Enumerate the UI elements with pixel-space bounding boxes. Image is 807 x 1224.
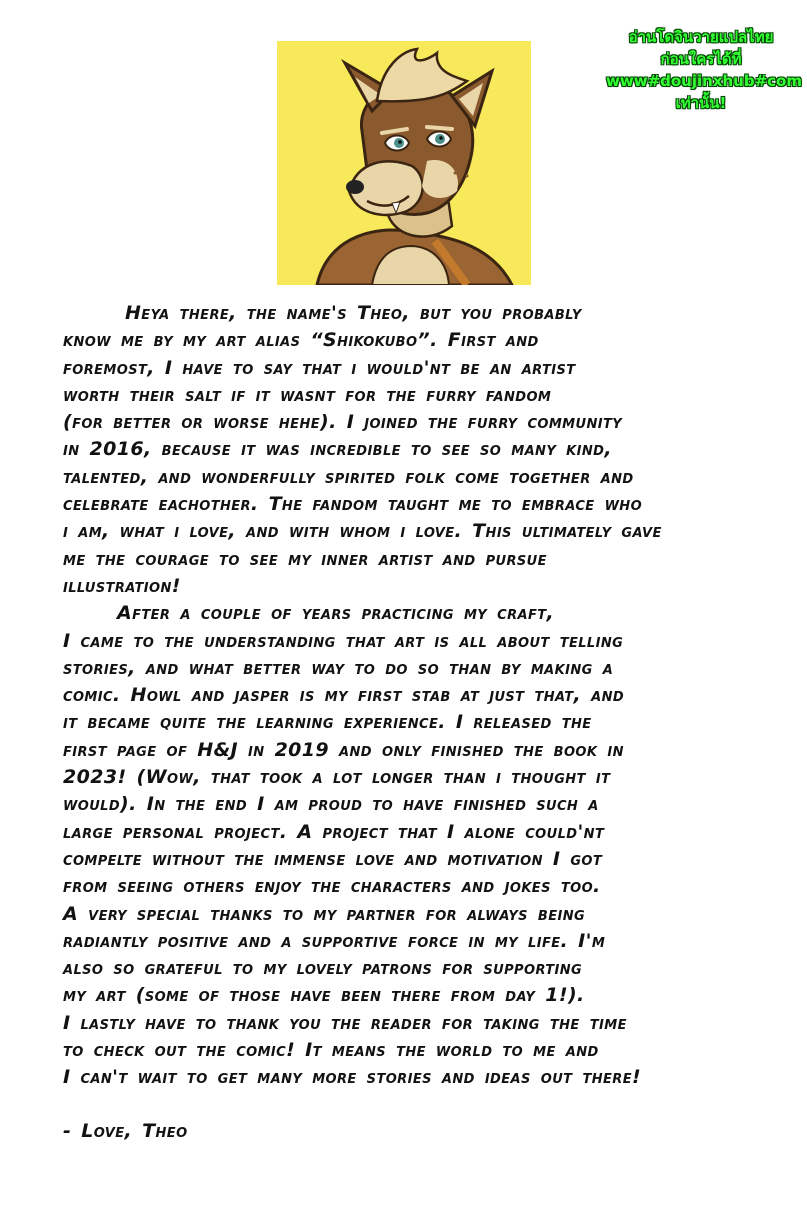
author-portrait bbox=[277, 41, 531, 285]
letter-line: know me by my art alias “Shikokubo”. First and bbox=[63, 329, 539, 352]
letter-line: I lastly have to thank you the reader for taking the time bbox=[63, 1011, 627, 1034]
letter-line: first page of H&J in 2019 and only finished the book in bbox=[63, 738, 624, 761]
watermark-line: อ่านโดจินวายแปลไทย bbox=[628, 28, 774, 46]
letter-line: to check out the comic! It means the world to me and bbox=[63, 1039, 599, 1062]
letter-line: foremost, I have to say that i would'nt be an artist bbox=[63, 356, 576, 379]
canine-avatar-illustration bbox=[277, 41, 531, 285]
letter-line: compelte without the immense love and motivation I got bbox=[63, 847, 603, 870]
letter-line: I can't wait to get many more stories and ideas out there! bbox=[63, 1066, 642, 1089]
letter-line: illustration! bbox=[63, 574, 181, 597]
letter-line: also so grateful to my lovely patrons for supporting bbox=[63, 957, 583, 980]
letter-line: it became quite the learning experience. I released the bbox=[63, 711, 592, 734]
letter-line: would). In the end I am proud to have finished such a bbox=[63, 793, 599, 816]
letter-line: talented, and wonderfully spirited folk come together and bbox=[63, 465, 634, 488]
letter-line: large personal project. A project that I alone could'nt bbox=[63, 820, 605, 843]
letter-line: 2023! (Wow, that took a lot longer than i thought it bbox=[63, 766, 611, 789]
afterword-letter bbox=[63, 300, 783, 1092]
letter-line: from seeing others enjoy the characters and jokes too. bbox=[63, 875, 601, 898]
watermark-line: www#doujinxhub#com bbox=[606, 72, 802, 90]
letter-line: my art (some of those have been there from day 1!). bbox=[63, 984, 585, 1007]
letter-line: i am, what i love, and with whom i love. This ultimately gave bbox=[63, 520, 662, 543]
watermark-line: ก่อนใครได้ที่ bbox=[660, 50, 742, 68]
letter-signoff: - Love, Theo bbox=[63, 1120, 188, 1142]
letter-line: comic. Howl and jasper is my first stab at just that, and bbox=[63, 684, 625, 707]
letter-line: celebrate eachother. The fandom taught me to embrace who bbox=[63, 493, 643, 516]
letter-line: A very special thanks to my partner for always being bbox=[63, 902, 586, 925]
watermark-line: เท่านั้น! bbox=[675, 94, 727, 112]
letter-line: in 2016, because it was incredible to see so many kind, bbox=[63, 438, 612, 461]
letter-line: (for better or worse hehe). I joined the furry community bbox=[63, 411, 623, 434]
letter-line: radiantly positive and a supportive force in my life. I'm bbox=[63, 929, 606, 952]
letter-line: Heya there, the name's Theo, but you probably bbox=[125, 302, 582, 324]
watermark bbox=[606, 26, 802, 114]
letter-line: After a couple of years practicing my craft, bbox=[117, 602, 555, 625]
letter-line: I came to the understanding that art is all about telling bbox=[63, 629, 624, 652]
letter-line: me the courage to see my inner artist and pursue bbox=[63, 547, 547, 570]
letter-line: stories, and what better way to do so than by making a bbox=[63, 656, 614, 679]
letter-line: worth their salt if it wasnt for the furry fandom bbox=[63, 383, 552, 406]
